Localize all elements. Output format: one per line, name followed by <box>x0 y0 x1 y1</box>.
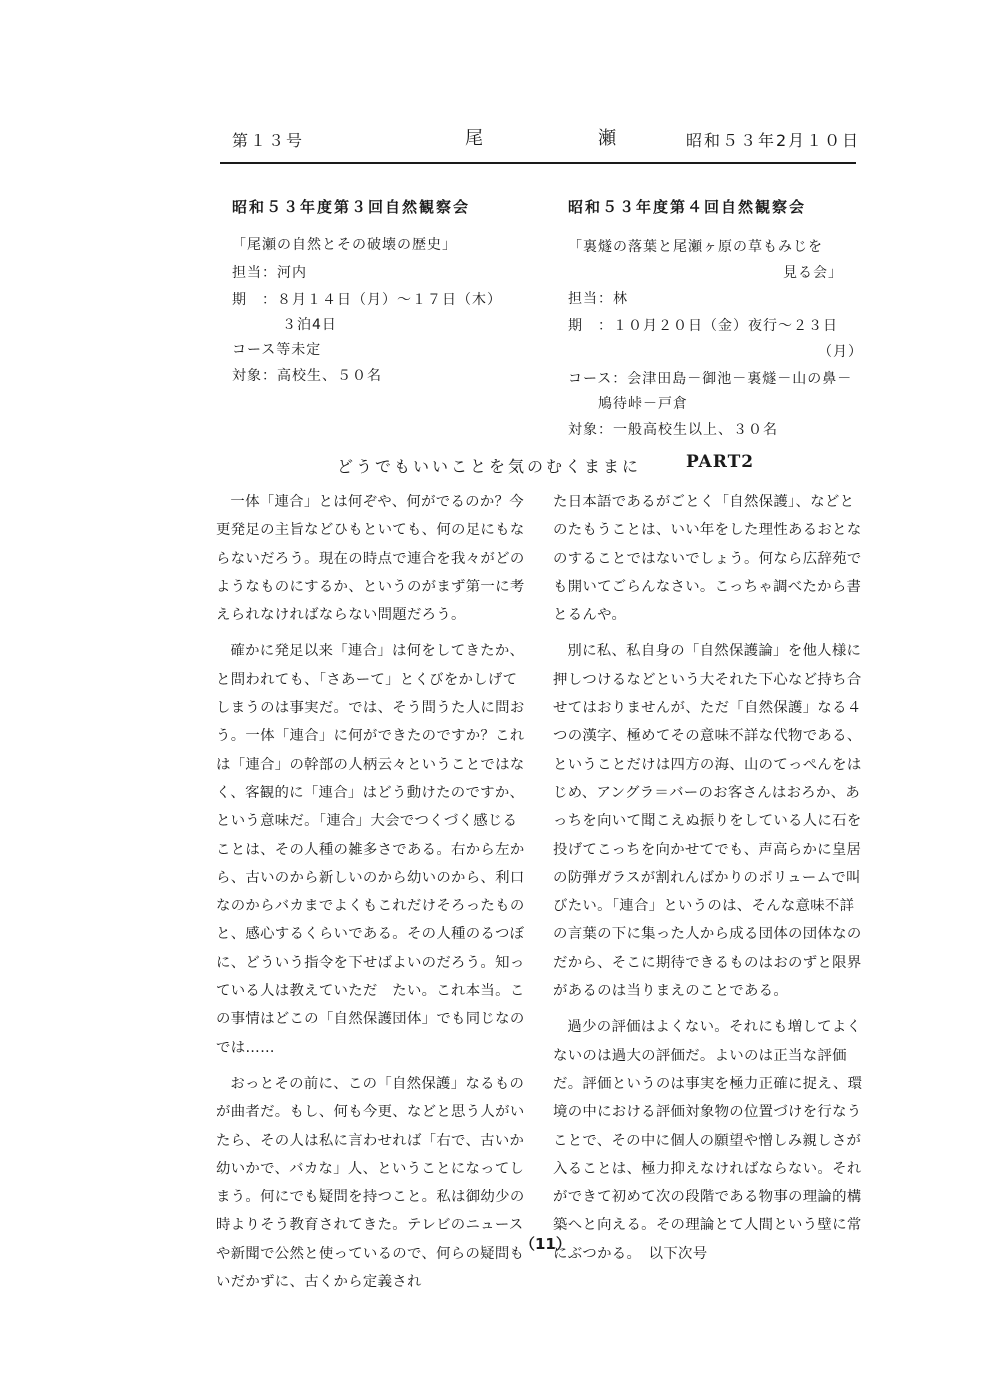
header-divider <box>220 162 856 164</box>
event3-leader: 担当：河内 <box>232 265 307 281</box>
newsletter-title-right: 瀬 <box>598 128 616 149</box>
article-right-column <box>553 488 863 1276</box>
page-number: （11） <box>520 1235 571 1253</box>
newsletter-title-left: 尾 <box>465 128 483 149</box>
event3-theme: 「尾瀬の自然とその破壊の歴史」 <box>232 237 457 253</box>
event4-course-end: 鳩待峠－戸倉 <box>598 396 688 412</box>
event4-theme: 「裏燧の落葉と尾瀬ヶ原の草もみじを <box>568 239 823 255</box>
event4-period-end: （月） <box>818 344 863 360</box>
article-left-column <box>216 488 526 1304</box>
event3-target: 対象：高校生、５０名 <box>232 368 382 384</box>
event3-course: コース等未定 <box>232 342 322 358</box>
event3-period: 期 ：８月１４日（月）～１７日（木） <box>232 292 502 308</box>
article-paragraph: 別に私、私自身の「自然保護論」を他人様に押しつけるなどという大それた下心など持ち合せてはおりませんが、ただ「自然保護」なる４つの漢字、極めてその意味不詳な代物である、ということだけは四方の海、山のてっぺんをはじめ、アングラ＝バーのお客さんはおろか、あっちを向いて聞こえぬ振りをしている人に石を投げてこっちを向かせてでも、声高らかに皇居の防弾ガラスが割れんばかりのボリュームで叫びたい。「連合」というのは、そんな意味不詳の言葉の下に集った人から成る団体の団体なのだから、そこに期待できるものはおのずと限界があるのは当りまえのことである。 <box>553 643 862 1000</box>
article-part: PART2 <box>686 452 755 472</box>
event4-course: コース：会津田島－御池－裏燧－山の鼻－ <box>568 371 853 387</box>
article-paragraph: おっとその前に、この「自然保護」なるものが曲者だ。もし、何も今更、などと思う人がいたら、その人は私に言わせれば「右で、古いか幼いかで、バカな」人、ということになってしまう。何にでも疑問を持つこと。私は御幼少の時よりそう教育されてきた。テレビのニュースや新聞で公然と使っているので、何らの疑問もいだかずに、古くから定義され <box>216 1075 525 1291</box>
article-paragraph: 確かに発足以来「連合」は何をしてきたか、と問われても、「さあーて」とくびをかしげてしまうのは事実だ。では、そう問うた人に問おう。一体「連合」に何ができたのですか？これは「連合」の幹部の人柄云々ということではなく、客観的に「連合」はどう動けたのですか、という意味だ。「連合」大会でつくづく感じることは、その人種の雑多さである。右から左から、古いのから新しいのから幼いのから、利口なのからバカまでよくもこれだけそろったものと、感心するくらいである。その人種のるつぼに、どういう指令を下せばよいのだろう。知っている人は教えていただ たい。これ本当。この事情はどこの「自然保護団体」でも同じなのでは…… <box>216 643 525 1056</box>
article-paragraph: 一体「連合」とは何ぞや、何がでるのか？今更発足の主旨などひもといても、何の足にもならないだろう。現在の時点で連合を我々がどのようなものにするか、というのがまず第一に考えられなければならない問題だろう。 <box>216 494 525 624</box>
article-title: どうでもいいことを気のむくままに <box>337 457 642 476</box>
event3-title: 昭和５３年度第３回自然観察会 <box>232 198 471 216</box>
event4-theme-end: 見る会」 <box>783 265 843 281</box>
event4-title: 昭和５３年度第４回自然観察会 <box>568 198 807 216</box>
event4-leader: 担当：林 <box>568 291 628 307</box>
issue-date: 昭和５３年2月１０日 <box>686 131 861 150</box>
issue-number: 第１３号 <box>232 131 305 150</box>
event4-target: 対象：一般高校生以上、３０名 <box>568 422 778 438</box>
article-paragraph: 過少の評価はよくない。それにも増してよくないのは過大の評価だ。よいのは正当な評価だ。評価というのは事実を極力正確に捉え、環境の中における評価対象物の位置づけを行なうことで、その中に個人の願望や憎しみ親しさが入ることは、極力抑えなければならない。それができて初めて次の段階である物事の理論的構築へと向える。その理論とて人間という壁に常にぶつかる。 以下次号 <box>553 1019 863 1262</box>
article-paragraph: た日本語であるがごとく「自然保護」、などとのたもうことは、いい年をした理性あるおとなのすることではないでしょう。何なら広辞苑でも開いてごらんなさい。こっちゃ調べたから書とるんや。 <box>553 494 862 624</box>
event4-period: 期 ：１０月２０日（金）夜行～２３日 <box>568 318 838 334</box>
event3-period-nights: ３泊4日 <box>282 317 337 333</box>
